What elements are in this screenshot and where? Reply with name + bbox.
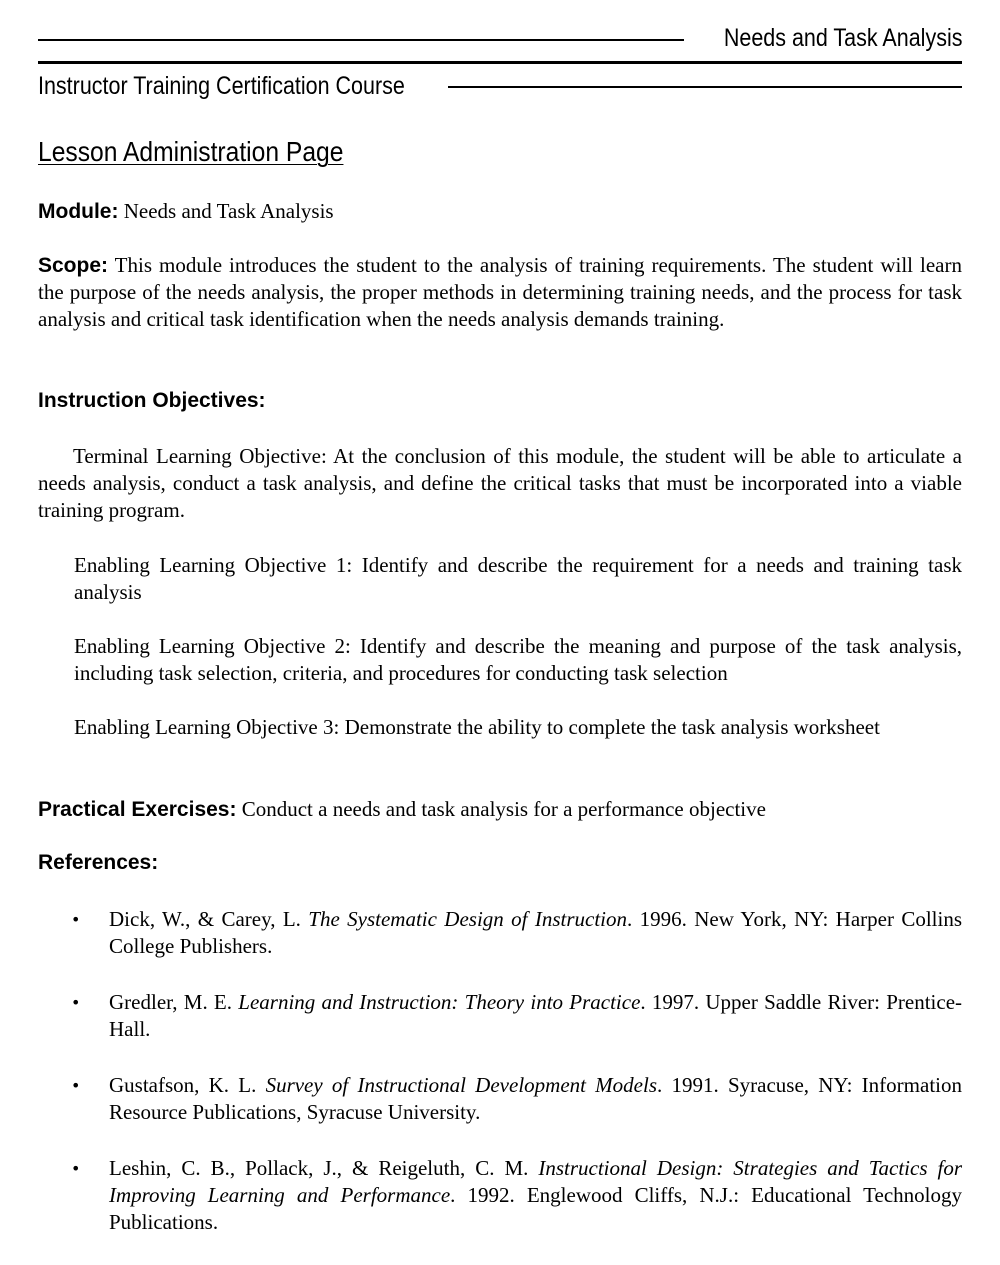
reference-item [38, 989, 962, 1043]
references-heading-text: References: [38, 851, 159, 874]
module-section [38, 198, 962, 225]
header-rule-right [448, 86, 962, 88]
reference-title: Instructional Design: Strategies and Tactics for Improving Learning and Performance [109, 1156, 962, 1207]
course-header [38, 72, 962, 108]
running-header [38, 22, 962, 58]
reference-details: . 1997. Upper Saddle River: Prentice-Hall. [109, 990, 963, 1041]
bullet-icon: • [71, 1076, 81, 1095]
reference-details: . 1992. Englewood Cliffs, N.J.: Educational Technology Publications. [109, 1183, 962, 1234]
terminal-objective: Terminal Learning Objective: At the conclusion of this module, the student will be able to articulate a needs analysis, conduct a task analysis, and define the critical tasks that must be incorporated into a viable training program. [38, 444, 962, 522]
reference-authors: Dick, W., & Carey, L. [109, 907, 301, 931]
reference-item [38, 1155, 962, 1236]
module-value: Needs and Task Analysis [123, 199, 334, 223]
references-list [38, 906, 962, 1265]
reference-authors: Leshin, C. B., Pollack, J., & Reigeluth, C. M. [109, 1156, 529, 1180]
header-rule-left [38, 39, 684, 41]
scope-text: This module introduces the student to the analysis of training requirements. The student will learn the purpose of the needs analysis, the proper methods in determining training needs, and the process for task analysis and critical task identification when the needs analysis demands training. [38, 253, 962, 331]
reference-details: . 1996. New York, NY: Harper Collins College Publishers. [109, 907, 962, 958]
bullet-icon: • [71, 910, 81, 929]
header-doc-title: Needs and Task Analysis [723, 24, 962, 52]
reference-item [38, 1072, 962, 1126]
reference-item [38, 906, 962, 960]
enabling-objective-3: Enabling Learning Objective 3: Demonstrate the ability to complete the task analysis worksheet [74, 715, 880, 739]
scope-label: Scope: [38, 254, 109, 277]
reference-authors: Gredler, M. E. [109, 990, 233, 1014]
practical-section [38, 796, 962, 823]
objectives-heading [38, 389, 962, 413]
enabling-objective-2: Enabling Learning Objective 2: Identify and describe the meaning and purpose of the task analysis, including task selection, criteria, and procedures for conducting task selection [74, 634, 962, 685]
reference-title: Survey of Instructional Development Models [265, 1073, 658, 1097]
practical-label: Practical Exercises: [38, 798, 237, 821]
enabling-objective-1: Enabling Learning Objective 1: Identify and describe the requirement for a needs and training task analysis [74, 553, 962, 604]
page-title: Lesson Administration Page [38, 136, 344, 167]
scope-section [38, 252, 962, 333]
reference-title: Learning and Instruction: Theory into Practice [238, 990, 641, 1014]
reference-authors: Gustafson, K. L. [109, 1073, 257, 1097]
module-label: Module: [38, 200, 119, 223]
practical-text: Conduct a needs and task analysis for a performance objective [241, 797, 766, 821]
header-course-title: Instructor Training Certification Course [38, 72, 405, 100]
header-divider [38, 61, 962, 64]
bullet-icon: • [71, 1159, 81, 1178]
reference-details: . 1991. Syracuse, NY: Information Resource Publications, Syracuse University. [109, 1073, 962, 1124]
objectives-heading-text: Instruction Objectives: [38, 389, 266, 412]
references-heading [38, 851, 962, 875]
bullet-icon: • [71, 993, 81, 1012]
reference-title: The Systematic Design of Instruction [308, 907, 627, 931]
